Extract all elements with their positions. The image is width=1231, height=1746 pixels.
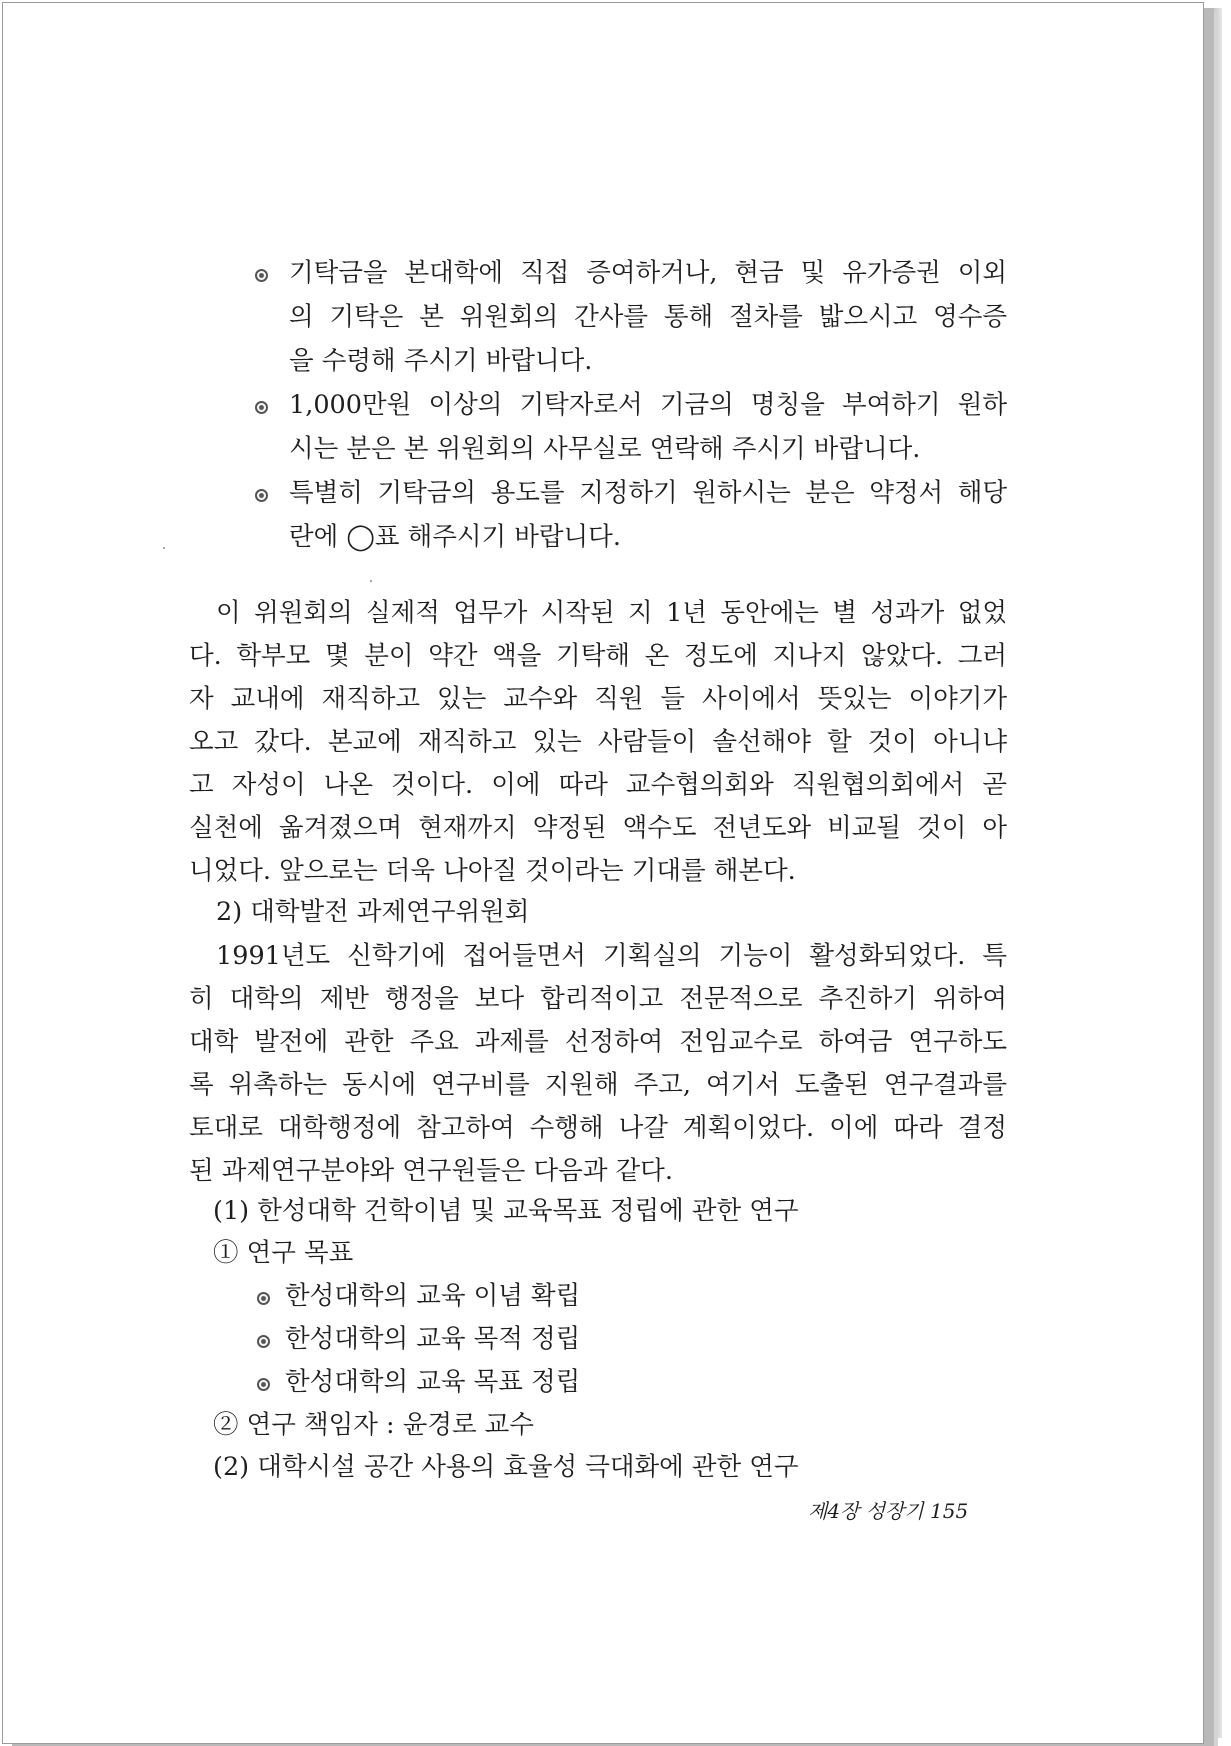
list-item: 한성대학의 교육 이념 확립 bbox=[285, 1281, 581, 1311]
paragraph-line: 고 자성이 나온 것이다. 이에 따라 교수협의회와 직원협의회에서 곧 bbox=[189, 770, 1007, 800]
bullet-icon bbox=[255, 269, 268, 282]
page-edge-shadow bbox=[1204, 8, 1222, 1738]
paragraph-line: 오고 갔다. 본교에 재직하고 있는 사람들이 솔선해야 할 것이 아니냐 bbox=[189, 727, 1007, 757]
paragraph-line: 자 교내에 재직하고 있는 교수와 직원 들 사이에서 뜻있는 이야기가 bbox=[189, 684, 1007, 714]
bullet-icon bbox=[255, 401, 268, 414]
paragraph-line: 니었다. 앞으로는 더욱 나아질 것이라는 기대를 해본다. bbox=[189, 856, 796, 886]
list-item: 한성대학의 교육 목표 정립 bbox=[285, 1367, 581, 1397]
paragraph-line: 이 위원회의 실제적 업무가 시작된 지 1년 동안에는 별 성과가 없었 bbox=[216, 598, 1007, 628]
subitem-heading: ① 연구 목표 bbox=[213, 1238, 354, 1268]
text-line: 의 기탁은 본 위원회의 간사를 통해 절차를 밟으시고 영수증 bbox=[289, 302, 1007, 332]
paragraph-line: 실천에 옮겨졌으며 현재까지 약정된 액수도 전년도와 비교될 것이 아 bbox=[189, 813, 1007, 843]
paragraph-line: 다. 학부모 몇 분이 약간 액을 기탁해 온 정도에 지나지 않았다. 그러 bbox=[189, 641, 1007, 671]
text-line: 을 수령해 주시기 바랍니다. bbox=[289, 346, 593, 376]
scan-speck bbox=[370, 580, 372, 582]
text-line: 기탁금을 본대학에 직접 증여하거나, 현금 및 유가증권 이외 bbox=[289, 258, 1007, 288]
paragraph-line: 대학 발전에 관한 주요 과제를 선정하여 전임교수로 하여금 연구하도 bbox=[189, 1027, 1007, 1057]
paragraph-line: 토대로 대학행정에 참고하여 수행해 나갈 계획이었다. 이에 따라 결정 bbox=[189, 1113, 1007, 1143]
text-line: 특별히 기탁금의 용도를 지정하기 원하시는 분은 약정서 해당 bbox=[289, 478, 1007, 508]
page-footer: 제4장 성장기 155 bbox=[808, 1499, 969, 1523]
text-line: 시는 분은 본 위원회의 사무실로 연락해 주시기 바랍니다. bbox=[289, 434, 921, 464]
bullet-icon bbox=[257, 1378, 270, 1391]
item-heading: (1) 한성대학 건학이념 및 교육목표 정립에 관한 연구 bbox=[213, 1196, 799, 1226]
paragraph-line: 히 대학의 제반 행정을 보다 합리적이고 전문적으로 추진하기 위하여 bbox=[189, 984, 1007, 1014]
text-line: 란에 ◯표 해주시기 바랍니다. bbox=[289, 522, 621, 552]
list-item: 한성대학의 교육 목적 정립 bbox=[285, 1324, 581, 1354]
text-line: 1,000만원 이상의 기탁자로서 기금의 명칭을 부여하기 원하 bbox=[289, 390, 1007, 420]
subitem-heading: ② 연구 책임자 : 윤경로 교수 bbox=[213, 1410, 534, 1440]
scan-speck bbox=[163, 547, 165, 549]
bullet-icon bbox=[257, 1335, 270, 1348]
paragraph-line: 1991년도 신학기에 접어들면서 기획실의 기능이 활성화되었다. 특 bbox=[216, 941, 1007, 971]
bullet-icon bbox=[255, 489, 268, 502]
paragraph-line: 된 과제연구분야와 연구원들은 다음과 같다. bbox=[189, 1156, 673, 1186]
section-heading: 2) 대학발전 과제연구위원회 bbox=[216, 897, 530, 927]
paragraph-line: 록 위촉하는 동시에 연구비를 지원해 주고, 여기서 도출된 연구결과를 bbox=[189, 1070, 1007, 1100]
book-page bbox=[2, 2, 1204, 1744]
bullet-icon bbox=[257, 1292, 270, 1305]
item-heading: (2) 대학시설 공간 사용의 효율성 극대화에 관한 연구 bbox=[213, 1452, 799, 1482]
